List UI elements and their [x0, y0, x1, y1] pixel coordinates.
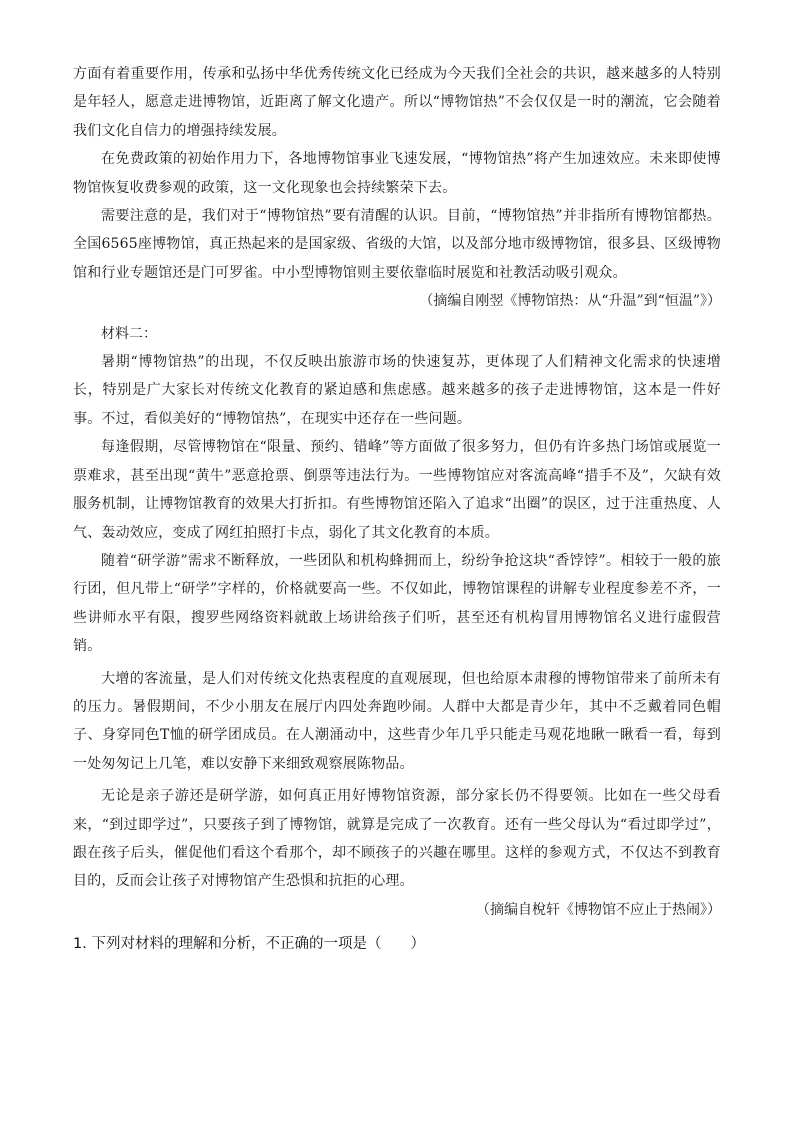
material2-label: 材料二：: [101, 325, 157, 342]
question-1-stem: 1. 下列对材料的理解和分析，不正确的一项是（ ）: [73, 936, 425, 953]
material2-paragraph-4: 大增的客流量，是人们对传统文化热衷程度的直观展现，但也给原本肃穆的博物馆带来了前所未有的压力。暑假期间，不少小朋友在展厅内四处奔跑吵闹。人群中大都是青少年，其中不乏戴着同色帽子、身穿同色T恤的研学团成员。在人潮涌动中，这些青少年几乎只能走马观花地瞅一瞅看一看，每到一处匆匆记上几笔，难以安静下来细致观察展陈物品。: [73, 670, 721, 772]
material1-paragraph-2: 在免费政策的初始作用力下，各地博物馆事业飞速发展，“博物馆热”将产生加速效应。未来即使博物馆恢复收费参观的政策，这一文化现象也会持续繁荣下去。: [73, 151, 721, 196]
material2-source: （摘编自梲轩《博物馆不应止于热闹》）: [476, 901, 721, 918]
material2-paragraph-2: 每逢假期，尽管博物馆在“限量、预约、错峰”等方面做了很多努力，但仍有许多热门场馆或展览一票难求，甚至出现“黄牛”恶意抢票、倒票等违法行为。一些博物馆应对客流高峰“措手不及”，欠缺有效服务机制，让博物馆教育的效果大打折扣。有些博物馆还陷入了追求“出圈”的误区，过于注重热度、人气、轰动效应，变成了网红拍照打卡点，弱化了其文化教育的本质。: [73, 439, 721, 541]
material2-paragraph-1: 暑期“博物馆热”的出现，不仅反映出旅游市场的快速复苏，更体现了人们精神文化需求的快速增长，特别是广大家长对传统文化教育的紧迫感和焦虑感。越来越多的孩子走进博物馆，这本是一件好事。不过，看似美好的“博物馆热”，在现实中还存在一些问题。: [73, 354, 721, 427]
material1-paragraph-3: 需要注意的是，我们对于“博物馆热”要有清醒的认识。目前，“博物馆热”并非指所有博物馆都热。全国6565座博物馆，真正热起来的是国家级、省级的大馆，以及部分地市级博物馆，很多县、区级博物馆和行业专题馆还是门可罗雀。中小型博物馆则主要依靠临时展览和社教活动吸引观众。: [73, 208, 721, 281]
material1-source: （摘编自刚翌《博物馆热：从“升温”到“恒温”》）: [419, 293, 721, 310]
document-page: [73, 60, 721, 958]
material1-paragraph-1: 方面有着重要作用，传承和弘扬中华优秀传统文化已经成为今天我们全社会的共识，越来越多的人特别是年轻人，愿意走进博物馆，近距离了解文化遗产。所以“博物馆热”不会仅仅是一时的潮流，它会随着我们文化自信力的增强持续发展。: [73, 66, 721, 139]
material2-paragraph-5: 无论是亲子游还是研学游，如何真正用好博物馆资源，部分家长仍不得要领。比如在一些父母看来，“到过即学过”，只要孩子到了博物馆，就算是完成了一次教育。还有一些父母认为“看过即学过”，跟在孩子后头，催促他们看这个看那个，却不顾孩子的兴趣在哪里。这样的参观方式，不仅达不到教育目的，反而会让孩子对博物馆产生恐惧和抗拒的心理。: [73, 788, 721, 890]
material2-paragraph-3: 随着“研学游”需求不断释放，一些团队和机构蜂拥而上，纷纷争抢这块“香饽饽”。相较于一般的旅行团，但凡带上“研学”字样的，价格就要高一些。不仅如此，博物馆课程的讲解专业程度参差不齐，一些讲师水平有限，搜罗些网络资料就敢上场讲给孩子们听，甚至还有机构冒用博物馆名义进行虚假营销。: [73, 552, 721, 655]
